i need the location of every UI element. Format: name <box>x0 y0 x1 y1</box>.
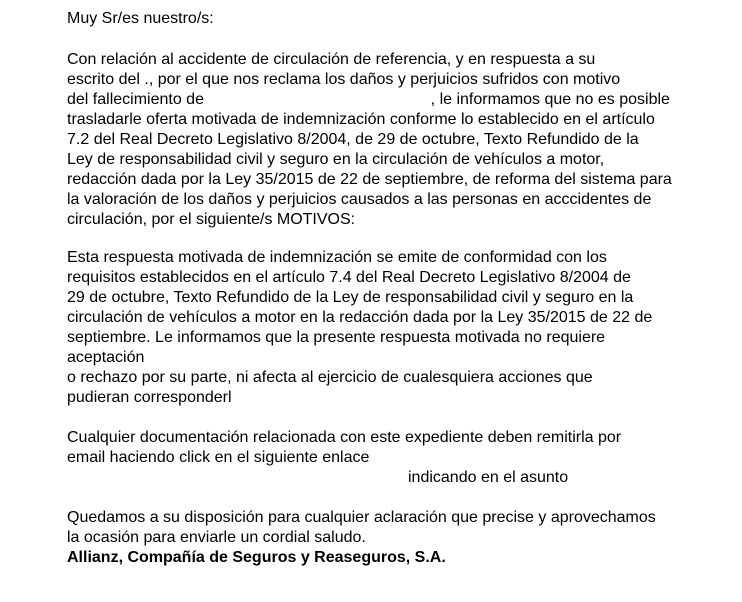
paragraph3-line: Cualquier documentación relacionada con este expediente deben remitirla por <box>67 429 622 446</box>
paragraph2-line: pudieran corresponderl <box>67 389 232 406</box>
paragraph1-line: circulación, por el siguiente/s MOTIVOS: <box>67 211 356 228</box>
paragraph2-line: Esta respuesta motivada de indemnización se emite de conformidad con los <box>67 249 607 266</box>
paragraph1-line: Con relación al accidente de circulación de referencia, y en respuesta a su <box>67 51 596 68</box>
closing-line: Quedamos a su disposición para cualquier aclaración que precise y aprovechamos <box>67 509 656 526</box>
paragraph2-line: circulación de vehículos a motor en la redacción dada por la Ley 35/2015 de 22 de <box>67 309 653 326</box>
paragraph1-line: redacción dada por la Ley 35/2015 de 22 de septiembre, de reforma del sistema para <box>67 171 672 188</box>
paragraph2-line: requisitos establecidos en el artículo 7.4 del Real Decreto Legislativo 8/2004 de <box>67 269 631 286</box>
paragraph1-line: escrito del ., por el que nos reclama los daños y perjuicios sufridos con motivo <box>67 71 621 88</box>
salutation: Muy Sr/es nuestro/s: <box>67 10 214 27</box>
paragraph3-line: email haciendo click en el siguiente enlace <box>67 449 370 466</box>
paragraph2-line: septiembre. Le informamos que la presente respuesta motivada no requiere <box>67 329 606 346</box>
paragraph1-line: trasladarle oferta motivada de indemnización conforme lo establecido en el artículo <box>67 111 655 128</box>
paragraph2-line: aceptación <box>67 349 145 366</box>
paragraph3-line: indicando en el asunto <box>408 469 569 486</box>
signature: Allianz, Compañía de Seguros y Reaseguros, S.A. <box>67 549 446 566</box>
paragraph1-line: 7.2 del Real Decreto Legislativo 8/2004, de 29 de octubre, Texto Refundido de la <box>67 131 639 148</box>
paragraph1-line: del fallecimiento de , le informamos que no es posible <box>67 91 670 108</box>
paragraph1-line: Ley de responsabilidad civil y seguro en la circulación de vehículos a motor, <box>67 151 605 168</box>
paragraph2-line: o rechazo por su parte, ni afecta al ejercicio de cualesquiera acciones que <box>67 369 593 386</box>
closing-line: la ocasión para enviarle un cordial saludo. <box>67 529 366 546</box>
paragraph2-line: 29 de octubre, Texto Refundido de la Ley de responsabilidad civil y seguro en la <box>67 289 634 306</box>
paragraph1-line: la valoración de los daños y perjuicios causados a las personas en acccidentes de <box>67 191 652 208</box>
